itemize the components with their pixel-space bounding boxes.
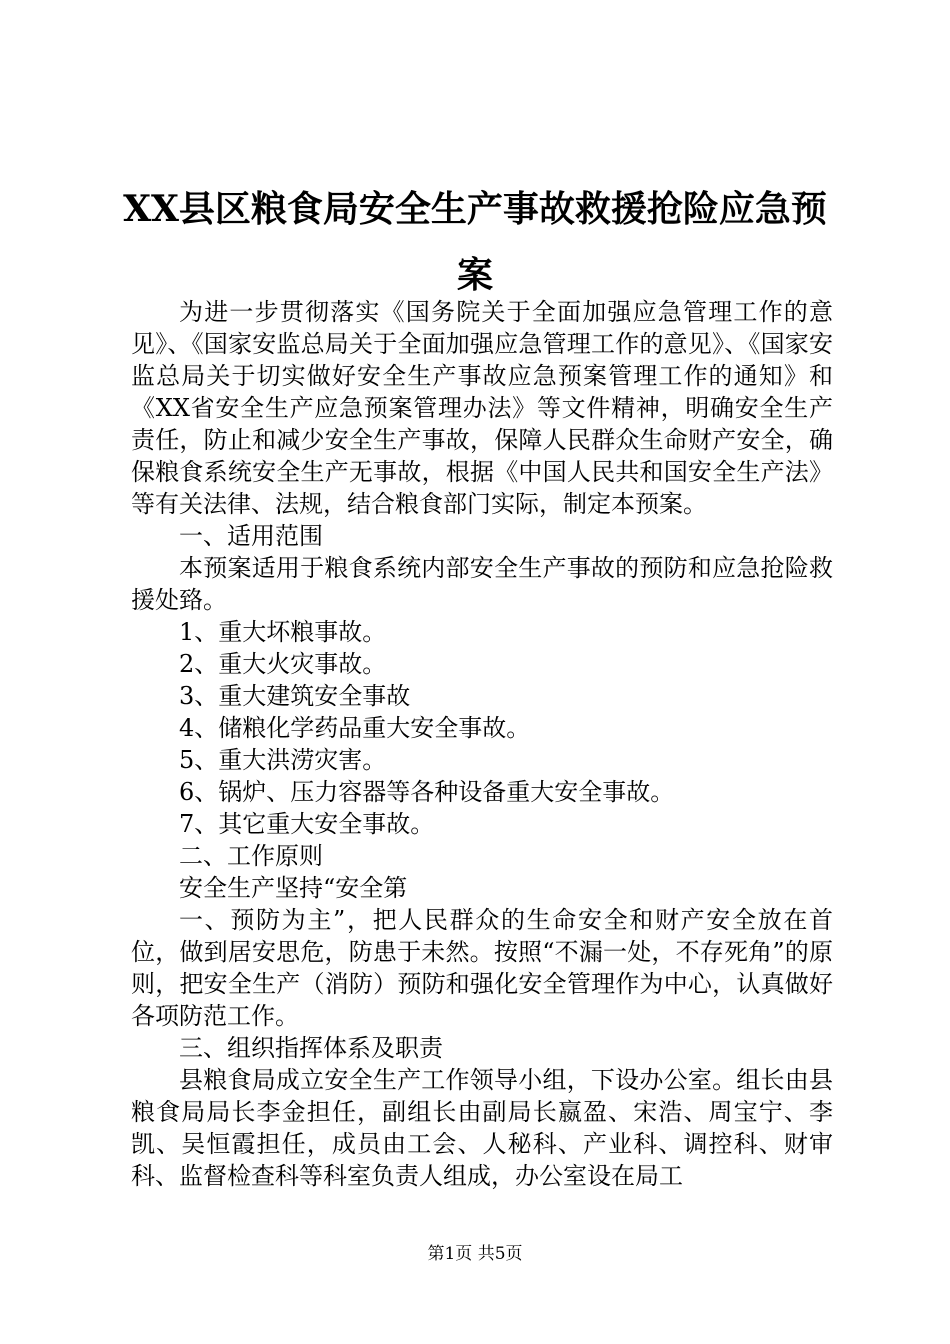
list-item: 6、锅炉、压力容器等各种设备重大安全事故。 [179, 778, 675, 806]
document-body [131, 296, 833, 1192]
paragraph-principles: 一、预防为主”，把人民群众的生命安全和财产安全放在首位，做到居安思危，防患于未然。按照“不漏一处，不存死角”的原则，把安全生产（消防）预防和强化安全管理作为中心，认真做好各项防范工作。 [131, 906, 833, 1030]
section-heading-scope: 一、适用范围 [179, 522, 323, 550]
paragraph-intro: 为进一步贯彻落实《国务院关于全面加强应急管理工作的意见》、《国家安监总局关于全面加强应急管理工作的意见》、《国家安监总局关于切实做好安全生产事故应急预案管理工作的通知》和《XX省安全生产应急预案管理办法》等文件精神，明确安全生产责任，防止和减少安全生产事故，保障人民群众生命财产安全，确保粮食系统安全生产无事故，根据《中国人民共和国安全生产法》等有关法律、法规，结合粮食部门实际，制定本预案。 [131, 298, 833, 518]
section-heading-principles: 二、工作原则 [179, 842, 323, 870]
document-title: XX县区粮食局安全生产事故救援抢险应急预案 [123, 188, 827, 296]
list-item: 7、其它重大安全事故。 [179, 810, 435, 838]
list-item: 2、重大火灾事故。 [179, 650, 387, 678]
section-heading-organization: 三、组织指挥体系及职责 [179, 1034, 443, 1062]
list-item: 5、重大洪涝灾害。 [179, 746, 387, 774]
page-footer: 第1页 共5页 [427, 1244, 523, 1264]
list-item: 3、重大建筑安全事故 [179, 682, 411, 710]
list-item: 1、重大坏粮事故。 [179, 618, 387, 646]
paragraph-scope: 本预案适用于粮食系统内部安全生产事故的预防和应急抢险救援处臵。 [131, 554, 833, 614]
paragraph-organization: 县粮食局成立安全生产工作领导小组，下设办公室。组长由县粮食局局长李金担任，副组长由副局长嬴盈、宋浩、周宝宁、李凯、吴恒霞担任，成员由工会、人秘科、产业科、调控科、财审科、监督检查科等科室负责人组成，办公室设在局工 [131, 1066, 833, 1190]
paragraph-principles-intro: 安全生产坚持“安全第 [179, 874, 408, 902]
list-item: 4、储粮化学药品重大安全事故。 [179, 714, 531, 742]
